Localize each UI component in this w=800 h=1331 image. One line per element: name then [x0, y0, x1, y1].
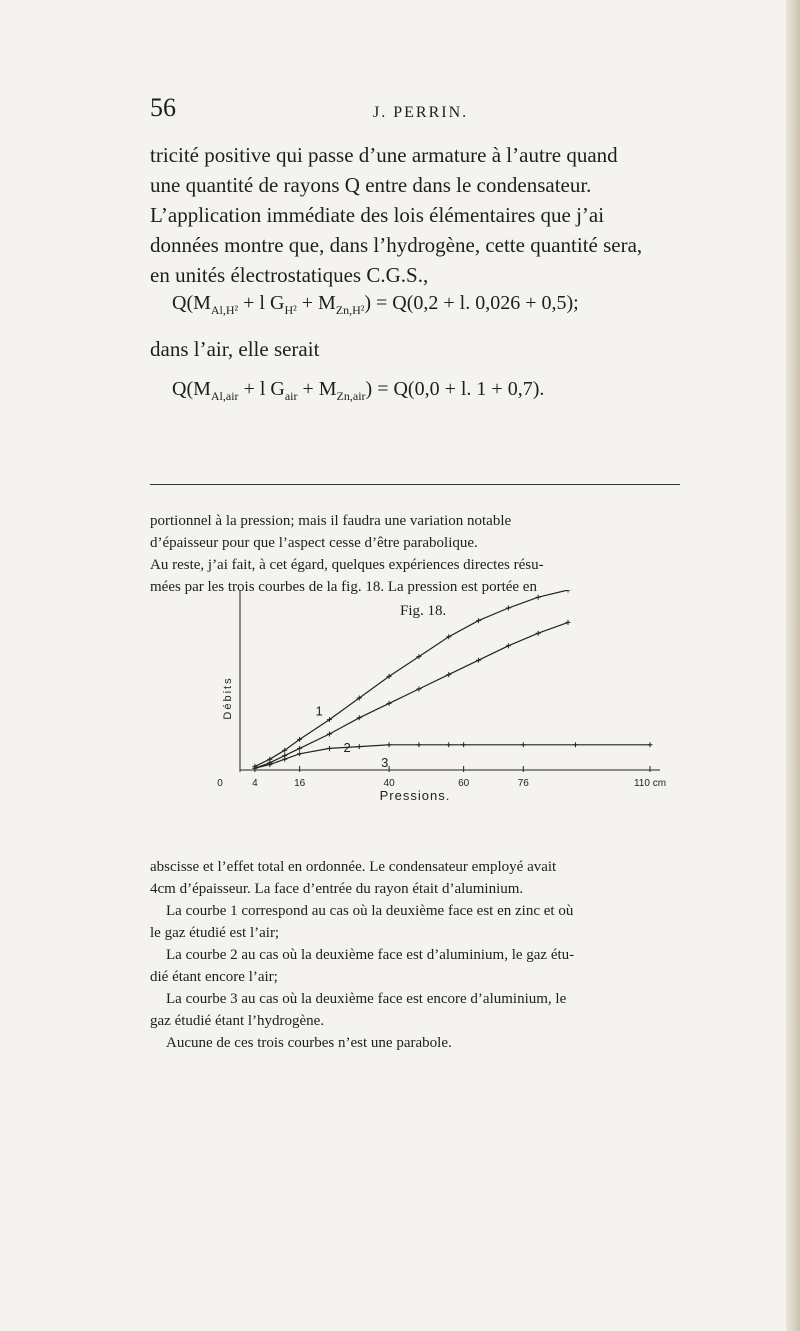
formula-part: + l G: [238, 292, 285, 314]
text-line: La courbe 3 au cas où la deuxième face est encore d’aluminium, le: [166, 991, 567, 1007]
x-tick-label: 0: [217, 778, 223, 789]
paragraph-4: [150, 856, 710, 1054]
page-edge-shadow: [786, 0, 800, 1331]
paragraph-3: [150, 510, 710, 598]
data-point: [297, 751, 302, 756]
page-number: 56: [150, 93, 176, 122]
text-line: La courbe 2 au cas où la deuxième face est d’aluminium, le gaz étu-: [166, 947, 575, 963]
text-line: en unités électrostatiques C.G.S.,: [150, 263, 429, 287]
data-point: [506, 606, 511, 611]
y-axis-label: Débits: [222, 676, 234, 720]
x-tick-label: 4: [252, 778, 258, 789]
formula-sub: Zn,air: [336, 389, 366, 403]
text-line: mées par les trois courbes de la fig. 18. La pression est portée en: [150, 579, 537, 595]
formula-air: [172, 378, 544, 404]
running-title: J. PERRIN.: [373, 104, 469, 121]
data-point: [573, 742, 578, 747]
data-point: [357, 715, 362, 720]
data-point: [357, 744, 362, 749]
text-line: tricité positive qui passe d’une armature à l’autre quand: [150, 143, 618, 167]
data-point: [506, 643, 511, 648]
data-point: [566, 620, 571, 625]
data-point: [476, 618, 481, 623]
text-line: Aucune de ces trois courbes n’est une parabole.: [166, 1035, 452, 1051]
data-point: [476, 658, 481, 663]
text-line: La courbe 1 correspond au cas où la deuxième face est en zinc et où: [166, 903, 574, 919]
series-line-1: [255, 590, 568, 766]
text-line: L’application immédiate des lois élémentaires que j’ai: [150, 203, 605, 227]
series-label: 3: [381, 754, 389, 770]
formula-part: ) = Q(0,2 + l. 0,026 + 0,5);: [364, 292, 579, 314]
formula-sub: Al,H²: [210, 303, 239, 317]
text-line: dans l’air, elle serait: [150, 337, 320, 361]
data-point: [297, 746, 302, 751]
figure-18-chart: [150, 590, 670, 820]
formula-sub: Zn,H²: [335, 303, 365, 317]
series-line-3: [255, 745, 650, 768]
text-line: abscisse et l’effet total en ordonnée. Le condensateur employé avait: [150, 859, 557, 875]
data-point: [536, 595, 541, 600]
data-point: [387, 701, 392, 706]
formula-part: + M: [297, 378, 337, 400]
data-point: [566, 590, 571, 593]
x-tick-label: 76: [517, 778, 529, 789]
x-tick-label: 16: [294, 778, 306, 789]
data-point: [416, 687, 421, 692]
formula-sub: H²: [284, 303, 297, 317]
data-point: [461, 742, 466, 747]
formula-part: Q(M: [172, 292, 211, 314]
data-point: [327, 746, 332, 751]
formula-part: + M: [296, 292, 336, 314]
text-line: dié étant encore l’air;: [150, 969, 278, 985]
paragraph-2: [150, 334, 680, 364]
section-rule: [150, 484, 680, 485]
figure-title: Fig. 18.: [400, 603, 447, 619]
data-point: [327, 732, 332, 737]
text-line: le gaz étudié est l’air;: [150, 925, 280, 941]
formula-hydrogen: [172, 292, 579, 318]
series-label: 2: [343, 740, 351, 755]
data-point: [648, 742, 653, 747]
text-line: gaz étudié étant l’hydrogène.: [150, 1013, 325, 1029]
text-line: Au reste, j’ai fait, à cet égard, quelques expériences directes résu-: [150, 557, 544, 573]
formula-part: Q(M: [172, 378, 211, 400]
data-point: [282, 757, 287, 762]
text-line: données montre que, dans l’hydrogène, cette quantité sera,: [150, 233, 643, 257]
text-line: portionnel à la pression; mais il faudra une variation notable: [150, 513, 512, 529]
series-line-2: [255, 622, 568, 768]
data-point: [536, 631, 541, 636]
series-label: 1: [315, 703, 323, 719]
formula-part: + l G: [238, 378, 285, 400]
formula-sub: air: [284, 389, 298, 403]
text-line: d’épaisseur pour que l’aspect cesse d’être parabolique.: [150, 535, 478, 551]
data-point: [446, 742, 451, 747]
x-axis-label: Pressions.: [379, 788, 451, 803]
data-point: [387, 742, 392, 747]
data-point: [416, 742, 421, 747]
data-point: [521, 742, 526, 747]
text-line: 4cm d’épaisseur. La face d’entrée du rayon était d’aluminium.: [150, 881, 524, 897]
x-tick-label: 110 cm: [633, 778, 667, 789]
formula-sub: Al,air: [210, 389, 239, 403]
x-tick-label: 40: [383, 778, 395, 789]
paragraph-1: [150, 140, 680, 290]
text-line: une quantité de rayons Q entre dans le condensateur.: [150, 173, 592, 197]
formula-part: ) = Q(0,0 + l. 1 + 0,7).: [365, 378, 545, 400]
data-point: [446, 672, 451, 677]
x-tick-label: 60: [458, 778, 470, 789]
